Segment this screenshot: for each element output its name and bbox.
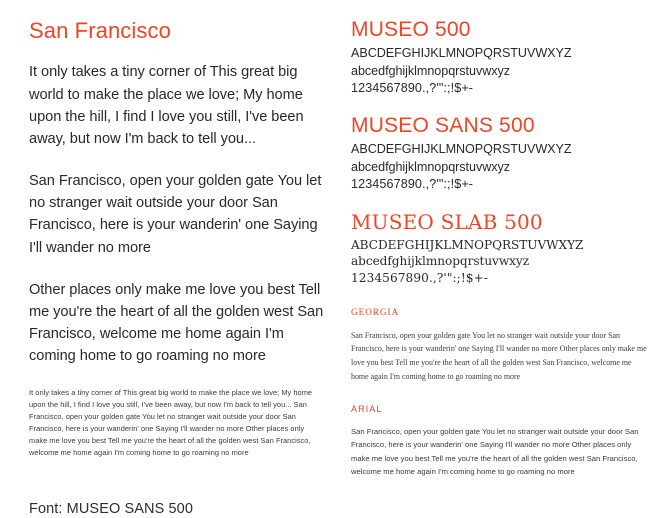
- specimen-uppercase: ABCDEFGHIJKLMNOPQRSTUVWXYZ: [351, 237, 584, 252]
- specimen-lowercase: abcedfghijklmnopqrstuvwxyz: [351, 254, 530, 269]
- sample-body: San Francisco, open your golden gate You let no stranger wait outside your door San Francisco, here is your wanderin' one Saying I'll wander no more Other places only make me love you best Tell me you're the heart of all the golden west San Francisco, welcome me home again I'm coming home to go roaming no more: [351, 427, 639, 476]
- sample-label: ARIAL: [351, 404, 383, 415]
- specimen-numerals: 1234567890.,?'":;!$+-: [351, 80, 474, 95]
- sample-georgia: [351, 309, 651, 384]
- specimen-uppercase: ABCDEFGHIJKLMNOPQRSTUVWXYZ: [351, 46, 572, 61]
- right-column: [351, 18, 651, 500]
- lyric-verse-3: Other places only make me love you best Tell me you're the heart of all the golden west San Francisco, welcome me home again I'm coming home to go roaming no more: [29, 281, 324, 365]
- specimen-museo-sans-500: [351, 114, 651, 193]
- lyric-verse-2: San Francisco, open your golden gate You let no stranger wait outside your door San Francisco, here is your wanderin' one Saying I'll wander no more: [29, 173, 322, 256]
- sample-label: GEORGIA: [351, 307, 400, 318]
- specimen-lowercase: abcedfghijklmnopqrstuvwxyz: [351, 63, 510, 78]
- specimen-museo-500: [351, 18, 651, 97]
- specimen-numerals: 1234567890.,?'":;!$+-: [351, 270, 489, 285]
- specimen-uppercase: ABCDEFGHIJKLMNOPQRSTUVWXYZ: [351, 142, 572, 157]
- page-title: San Francisco: [29, 18, 171, 43]
- lyric-verse-1: It only takes a tiny corner of This great big world to make the place we love; My home upon the hill, I find I love you still, I've been away, but now I'm back to tell you...: [29, 64, 304, 147]
- specimen-lowercase: abcedfghijklmnopqrstuvwxyz: [351, 159, 510, 174]
- specimen-numerals: 1234567890.,?'":;!$+-: [351, 177, 474, 192]
- left-column: [29, 18, 329, 517]
- specimen-name: MUSEO SLAB 500: [351, 209, 543, 234]
- lyric-small-sample: It only takes a tiny corner of This great big world to make the place we love; My home upon the hill, I find I love you still, I've been away, but now I'm back to tell you... San Francisco, open your golden gate You let no stranger wait outside your door San Francisco, here is your wanderin' one Saying I'll wander no more Other places only make me love you best Tell me you're the heart of all the golden west San Francisco, welcome me home again I'm coming home to go roaming no more: [29, 388, 313, 458]
- specimen-museo-slab-500: [351, 211, 651, 287]
- specimen-name: MUSEO 500: [351, 18, 471, 41]
- sample-body: San Francisco, open your golden gate You let no stranger wait outside your door San Francisco, here is your wanderin' one Saying I'll wander no more Other places only make me love you best Tell me you're the heart of all the golden west San Francisco, welcome me home again I'm coming home to go roaming no more: [351, 330, 647, 381]
- sample-arial: [351, 405, 651, 478]
- specimen-name: MUSEO SANS 500: [351, 114, 535, 138]
- font-caption: Font: MUSEO SANS 500: [29, 501, 193, 518]
